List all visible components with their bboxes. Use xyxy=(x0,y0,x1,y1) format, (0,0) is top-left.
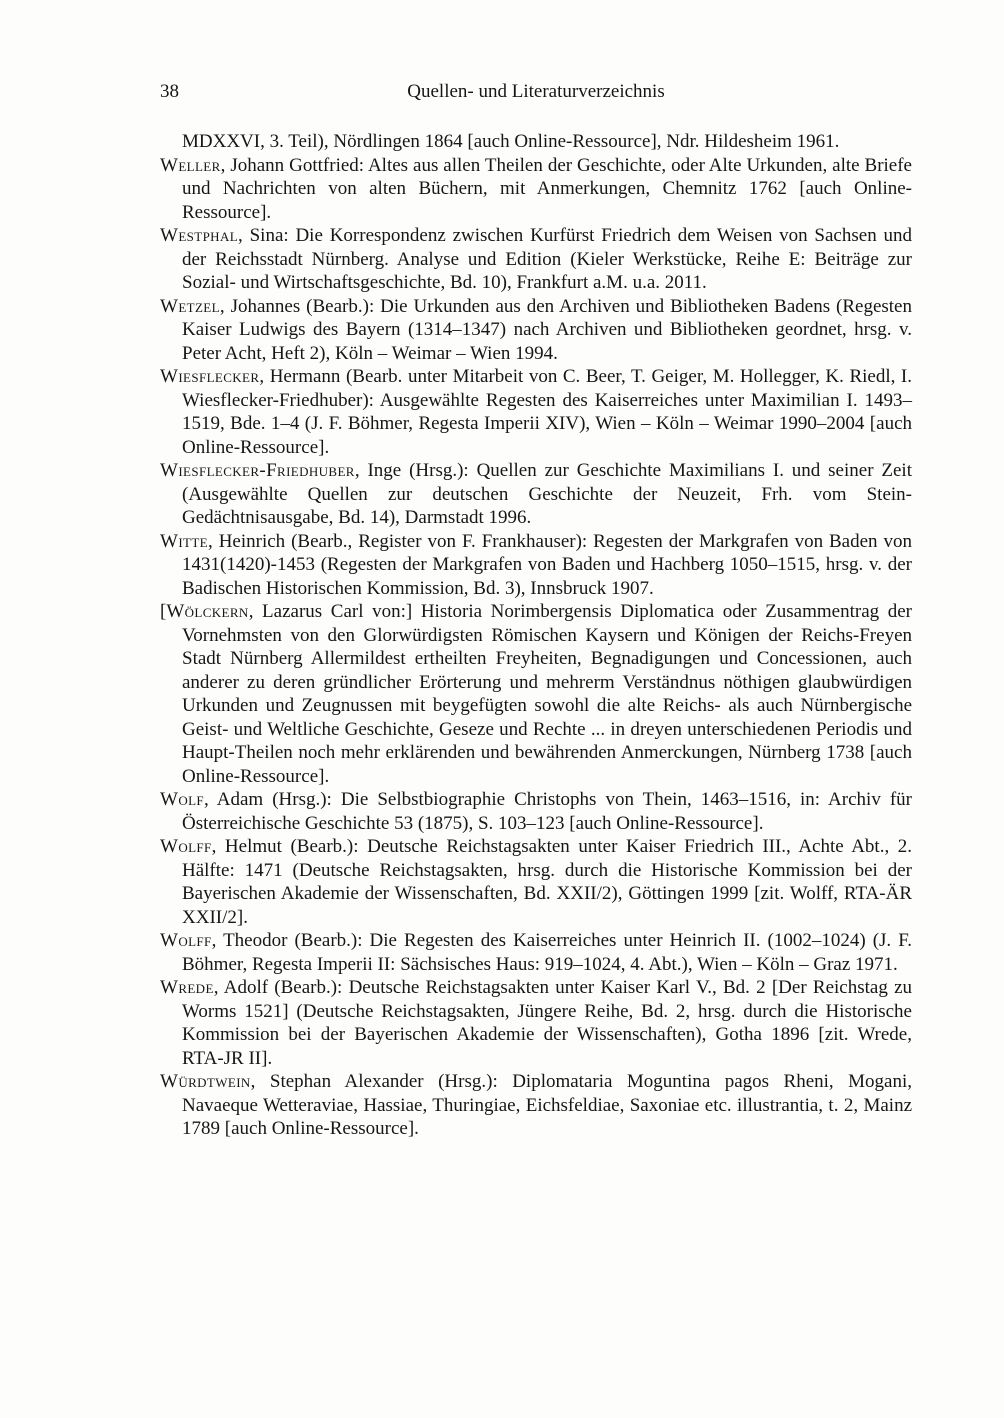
entry-author-name: Weller xyxy=(160,154,221,176)
entry-text: , Johann Gottfried: Altes aus allen Theilen der Geschichte, oder Alte Urkunden, alte Briefe und Nachrichten von alten Büchern, mit Anmerkungen, Chemnitz 1762 [auch Online-Ressource]. xyxy=(182,154,912,223)
entry-text: , Heinrich (Bearb., Register von F. Frankhauser): Regesten der Markgrafen von Baden von 1431(1420)-1453 (Regesten der Markgrafen von Baden und Hachberg 1050–1515, hrsg. v. der Badischen Historischen Kommission, Bd. 3), Innsbruck 1907. xyxy=(182,530,912,599)
entry-prefix: [ xyxy=(160,601,167,622)
entry-author-name: Wolff xyxy=(160,930,212,951)
bibliography-entry xyxy=(160,459,912,530)
entry-author-name: Wetzel xyxy=(160,295,220,317)
entry-text: , Adam (Hrsg.): Die Selbstbiographie Christophs von Thein, 1463–1516, in: Archiv für Österreichische Geschichte 53 (1875), S. 103–123 [auch Online-Ressource]. xyxy=(182,789,912,834)
entry-text: , Lazarus Carl von:] Historia Norimbergensis Diplomatica oder Zusammentrag der Vornehmsten von den Glorwürdigsten Römischen Kaysern und Königen der Reichs-Freyen Stadt Nürnberg Allermildest ertheilten Freyheiten, Begnadigungen und Concessionen, auch anderer zu deren gründlicher Erörterung und mehrerm Verständnus nöthigen glaubwürdigen Urkunden und Zeugnussen mit beygefügten sowohl die alte Reichs- als auch Nürnbergische Geist- und Weltliche Geschichte, Geseze und Rechte ... in dreyen unterschiedenen Periodis und Haupt-Theilen noch mehr erklärenden und bewährenden Anmerckungen, Nürnberg 1738 [auch Online-Ressource]. xyxy=(182,601,912,787)
bibliography-entry xyxy=(160,530,912,601)
page-number: 38 xyxy=(160,81,179,102)
bibliography-entry xyxy=(160,365,912,459)
bibliography-entry xyxy=(160,130,912,154)
bibliography-list xyxy=(160,130,912,1141)
entry-author-name: Wiesflecker-Friedhuber xyxy=(160,460,355,481)
bibliography-entry xyxy=(160,976,912,1070)
bibliography-entry xyxy=(160,788,912,835)
entry-author-name: Wrede xyxy=(160,977,214,998)
bibliography-entry xyxy=(160,1070,912,1141)
entry-text: , Adolf (Bearb.): Deutsche Reichstagsakten unter Kaiser Karl V., Bd. 2 [Der Reichstag zu Worms 1521] (Deutsche Reichstagsakten, Jüngere Reihe, Bd. 2, hrsg. durch die Historische Kommission bei der Bayerischen Akademie der Wissenschaften), Gotha 1896 [zit. Wrede, RTA-JR II]. xyxy=(182,977,912,1069)
entry-author-name: Wolf xyxy=(160,789,205,810)
running-header: Quellen- und Literaturverzeichnis xyxy=(407,81,665,102)
entry-text: , Theodor (Bearb.): Die Regesten des Kaiserreiches unter Heinrich II. (1002–1024) (J. F. Böhmer, Regesta Imperii II: Sächsisches Haus: 919–1024, 4. Abt.), Wien – Köln – Graz 1971. xyxy=(182,930,912,975)
entry-author-name: Westphal xyxy=(160,225,239,246)
entry-text: , Helmut (Bearb.): Deutsche Reichstagsakten unter Kaiser Friedrich III., Achte Abt., 2. Hälfte: 1471 (Deutsche Reichstagsakten, hrsg. durch die Historische Kommission bei der Bayerischen Akademie der Wissenschaften, Bd. XXII/2), Göttingen 1999 [zit. Wolff, RTA-ÄR XXII/2]. xyxy=(182,836,912,928)
page-content xyxy=(160,80,912,1141)
bibliography-entry xyxy=(160,835,912,929)
bibliography-entry xyxy=(160,295,912,366)
entry-text: , Stephan Alexander (Hrsg.): Diplomataria Moguntina pagos Rheni, Mogani, Navaeque Wetteraviae, Hassiae, Thuringiae, Eichsfeldiae, Saxoniae etc. illustrantia, t. 2, Mainz 1789 [auch Online-Ressource]. xyxy=(182,1071,912,1139)
entry-author-name: Witte xyxy=(160,530,208,552)
entry-author-name: Würdtwein xyxy=(160,1071,251,1092)
entry-text: MDXXVI, 3. Teil), Nördlingen 1864 [auch Online-Ressource], Ndr. Hildesheim 1961. xyxy=(182,131,840,152)
entry-text: , Johannes (Bearb.): Die Urkunden aus den Archiven und Bibliotheken Badens (Regesten Kaiser Ludwigs des Bayern (1314–1347) nach Archiven und Bibliotheken geordnet, hrsg. v. Peter Acht, Heft 2), Köln – Weimar – Wien 1994. xyxy=(182,295,912,364)
entry-author-name: Wölckern xyxy=(166,601,249,622)
entry-text: , Hermann (Bearb. unter Mitarbeit von C. Beer, T. Geiger, M. Hollegger, K. Riedl, I. Wiesflecker-Friedhuber): Ausgewählte Regesten des Kaiserreiches unter Maximilian I. 1493–1519, Bde. 1–4 (J. F. Böhmer, Regesta Imperii XIV), Wien – Köln – Weimar 1990–2004 [auch Online-Ressource]. xyxy=(182,366,912,458)
page-header xyxy=(160,80,912,106)
entry-author-name: Wiesflecker xyxy=(160,366,260,387)
bibliography-entry xyxy=(160,600,912,788)
entry-text: , Inge (Hrsg.): Quellen zur Geschichte Maximilians I. und seiner Zeit (Ausgewählte Quellen zur deutschen Geschichte der Neuzeit, Frh. vom Stein-Gedächtnisausgabe, Bd. 14), Darmstadt 1996. xyxy=(182,460,912,528)
bibliography-entry xyxy=(160,224,912,295)
entry-author-name: Wolff xyxy=(160,836,212,857)
bibliography-entry xyxy=(160,929,912,976)
bibliography-entry xyxy=(160,154,912,225)
entry-text: , Sina: Die Korrespondenz zwischen Kurfürst Friedrich dem Weisen von Sachsen und der Reichsstadt Nürnberg. Analyse und Edition (Kieler Werkstücke, Reihe E: Beiträge zur Sozial- und Wirtschaftsgeschichte, Bd. 10), Frankfurt a.M. u.a. 2011. xyxy=(182,225,912,293)
